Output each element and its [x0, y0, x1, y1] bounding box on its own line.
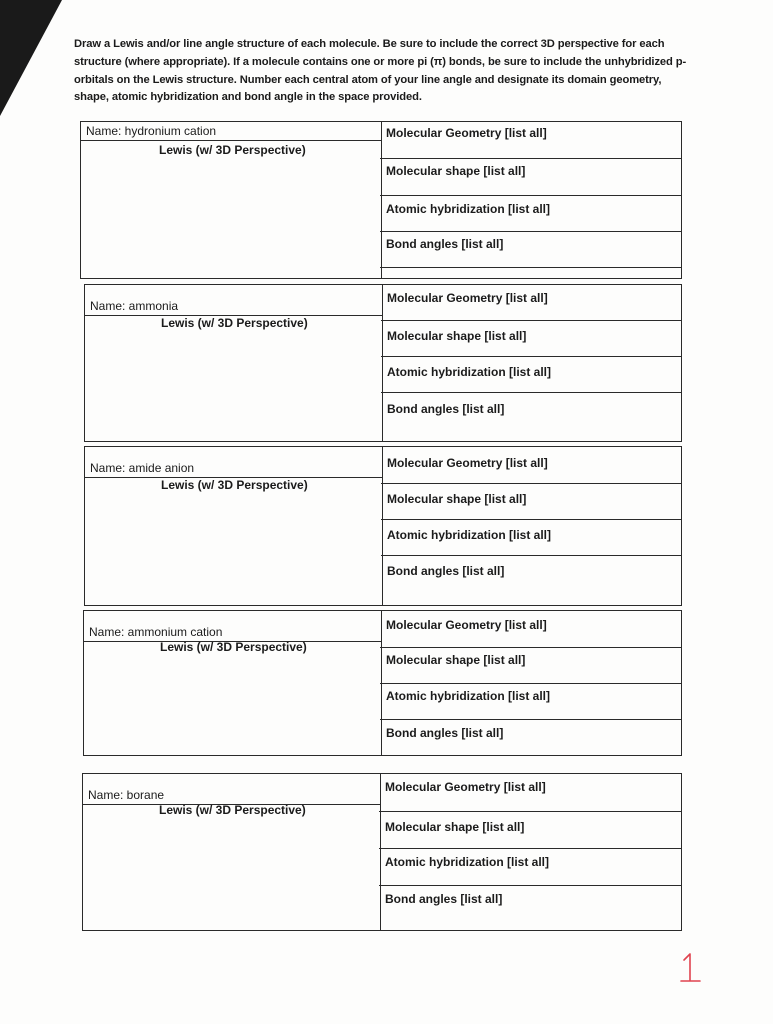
lewis-label: Lewis (w/ 3D Perspective)	[159, 143, 306, 157]
molecule-name: Name: hydronium cation	[81, 122, 381, 141]
corner-shadow	[0, 0, 70, 120]
bond-angles-field[interactable]: Bond angles [list all]	[385, 892, 503, 906]
bond-angles-field[interactable]: Bond angles [list all]	[386, 237, 504, 251]
lewis-label: Lewis (w/ 3D Perspective)	[161, 316, 308, 330]
lewis-structure-area[interactable]	[84, 611, 382, 755]
instructions-text: Draw a Lewis and/or line angle structure of each molecule. Be sure to include the correct 3D perspective for each structure (where appropriate). If a molecule contains one or more pi (π) bonds, be sure to include the unhybridized p-orbitals on the Lewis structure. Number each central atom of your line angle and designate its domain geometry, shape, atomic hybridization and bond angle in the space provided.	[74, 38, 687, 104]
page-number-text: 1	[674, 950, 675, 951]
molecular-geometry-field[interactable]: Molecular Geometry [list all]	[379, 774, 681, 812]
lewis-structure-area[interactable]	[85, 285, 383, 441]
properties-column	[381, 285, 681, 441]
lewis-label: Lewis (w/ 3D Perspective)	[159, 803, 306, 817]
molecular-shape-field[interactable]: Molecular shape [list all]	[380, 648, 681, 684]
molecule-name: Name: borane	[83, 786, 380, 805]
atomic-hybridization-field[interactable]: Atomic hybridization [list all]	[380, 196, 681, 232]
molecular-shape-field[interactable]: Molecular shape [list all]	[381, 484, 681, 520]
molecule-name: Name: ammonium cation	[84, 623, 381, 642]
molecule-block-hydronium	[80, 121, 682, 279]
bond-angles-field[interactable]: Bond angles [list all]	[387, 564, 505, 578]
lewis-label: Lewis (w/ 3D Perspective)	[160, 640, 307, 654]
properties-column	[380, 611, 681, 755]
molecule-block-borane	[82, 773, 682, 931]
molecule-name: Name: amide anion	[85, 459, 382, 478]
properties-column	[381, 447, 681, 605]
molecular-shape-field[interactable]: Molecular shape [list all]	[379, 812, 681, 849]
bond-angles-bottom-line	[380, 267, 681, 268]
lewis-structure-area[interactable]	[83, 774, 381, 930]
molecular-shape-field[interactable]: Molecular shape [list all]	[380, 159, 681, 196]
bond-angles-field[interactable]: Bond angles [list all]	[386, 726, 504, 740]
atomic-hybridization-field[interactable]: Atomic hybridization [list all]	[380, 684, 681, 720]
molecular-geometry-field[interactable]: Molecular Geometry [list all]	[380, 611, 681, 648]
atomic-hybridization-field[interactable]: Atomic hybridization [list all]	[381, 520, 681, 556]
atomic-hybridization-field[interactable]: Atomic hybridization [list all]	[379, 849, 681, 886]
molecule-block-ammonia	[84, 284, 682, 442]
molecule-block-amide	[84, 446, 682, 606]
molecular-geometry-field[interactable]: Molecular Geometry [list all]	[381, 447, 681, 484]
properties-column	[379, 774, 681, 930]
lewis-label: Lewis (w/ 3D Perspective)	[161, 478, 308, 492]
molecule-name: Name: ammonia	[85, 297, 382, 316]
handwritten-page-number	[674, 950, 714, 990]
lewis-structure-area[interactable]	[85, 447, 383, 605]
properties-column	[380, 122, 681, 278]
molecular-geometry-field[interactable]: Molecular Geometry [list all]	[380, 122, 681, 159]
molecular-geometry-field[interactable]: Molecular Geometry [list all]	[381, 285, 681, 321]
atomic-hybridization-field[interactable]: Atomic hybridization [list all]	[381, 357, 681, 393]
molecule-block-ammonium	[83, 610, 682, 756]
bond-angles-field[interactable]: Bond angles [list all]	[387, 402, 505, 416]
molecular-shape-field[interactable]: Molecular shape [list all]	[381, 321, 681, 357]
lewis-structure-area[interactable]	[81, 122, 382, 278]
